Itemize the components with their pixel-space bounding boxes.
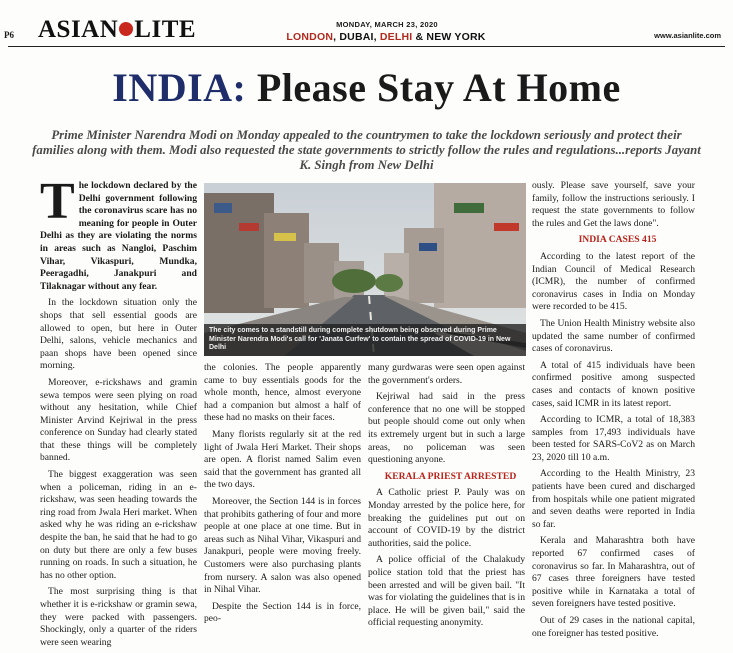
paragraph: According to ICMR, a total of 18,383 samples from 17,493 individuals have been tested for SARS-CoV2 as on March 23, 2020 till 10 a.m. [532,414,695,463]
paragraph: Kejriwal had said in the press conference that no one will be stopped but people should come out only when its extremely urgent but in such a large areas, no policeman was seen questioning anyone. [368,391,525,466]
column-1 [40,173,197,653]
article-photo [204,183,526,356]
paragraph: The biggest exaggeration was seen when a policeman, riding in an e-rickshaw, was seen heading towards the ring road from Jwala Heri market. When asked why he was riding an e-rickshaw despite the ban, he said that he had to go on duty but there are only a few buses running on roads. In such a situation, he has no other option. [40,469,197,581]
city-london: LONDON [286,31,334,43]
masthead-left: ASIAN [38,16,119,43]
paragraph: According to the Health Ministry, 23 patients have been cured and discharged from hospitals while one patient migrated and seven deaths were reported in India so far. [532,468,695,530]
column-3 [368,362,525,634]
headline-accent: INDIA: [112,65,247,110]
city-delhi: DELHI [379,31,413,43]
subheading-india-cases: INDIA CASES 415 [578,234,657,246]
paragraph: The Union Health Ministry website also updated the same number of confirmed cases of coronavirus. [532,317,695,355]
paragraph: Despite the Section 144 is in force, peo- [204,600,361,625]
page-number: P6 [4,30,14,40]
paragraph: the colonies. The people apparently came to buy essentials goods for the whole month, hence, almost everyone had a companion but almost a half of these had no masks on their faces. [204,362,361,424]
column-2 [204,362,361,630]
headline-rest: Please Stay At Home [246,65,621,110]
paragraph: Out of 29 cases in the national capital, one foreigner has tested positive. [532,615,695,639]
website-url[interactable]: www.asianlite.com [654,31,721,40]
subheading-kerala: KERALA PRIEST ARRESTED [384,470,517,482]
paragraph: The most surprising thing is that whether it is e-rickshaw or gramin sewa, they were packed with passengers. Shockingly, only a quarter of the riders were seen wearing [40,586,197,648]
paragraph: Many florists regularly sit at the red light of Jwala Heri Market. Their shops are open. A florist named Salim even said that the government has granted all the two days. [204,428,361,491]
masthead-right: LITE [134,16,197,43]
drop-cap: T [40,173,75,230]
city-dubai: DUBAI [339,31,374,43]
paragraph: A Catholic priest P. Pauly was on Monday arrested by the police here, for breaking the guidelines put out on account of COVID-19 by the district authorities, said the police. [368,487,525,549]
standfirst: Prime Minister Narendra Modi on Monday appealed to the countrymen to take the lockdown seriously and protect their families along with them. Modi also requested the state governments to strictly follow the rules and regulations...reports Jayant K. Singh from New Delhi [32,128,701,172]
paragraph: many gurdwaras were seen open against the government's orders. [368,362,525,386]
column-4 [532,180,695,644]
photo-caption: The city comes to a standstill during complete shutdown being observed during Prime Minister Narendra Modi's call for 'Janata Curfew' to contain the spread of COVID-19 in New Delhi [204,324,526,356]
issue-date: MONDAY, MARCH 23, 2020 [336,20,438,29]
masthead-logo [38,16,196,44]
edition-cities: LONDON, DUBAI, DELHI & NEW YORK [286,31,486,43]
lead-paragraph: The lockdown declared by the Delhi government following the coronavirus scare has no meaning for people in Outer Delhi as they are violating the norms in areas such as Nangloi, Paschim Vihar, Vikaspuri, Mundka, Peeragadhi, Janakpuri and Tilaknagar without any fear. [40,173,197,292]
paragraph: According to the latest report of the Indian Council of Medical Research (ICMR), the number of confirmed coronavirus cases in India on Monday were recorded to be 415. [532,250,695,313]
city-new-york: NEW YORK [426,31,486,43]
paragraph: Kerala and Maharashtra both have reported 67 confirmed cases of coronavirus so far. In Maharashtra, out of 67 cases three foreigners have tested positive while in Karnataka a total of seven foreigners have tested positive. [532,535,695,610]
paragraph: Moreover, the Section 144 is in forces that prohibits gathering of four and more people at one place at one time. But in areas such as Nihal Vihar, Vikaspuri and Janakpuri, people were moving freely. Customers were also purchasing plants from nursery. A salon was also opened in Nihal Vihar. [204,495,361,596]
headline [0,64,733,111]
paragraph: Moreover, e-rickshaws and gramin sewa tempos were seen plying on road without any hesitation, while Chief Minister Arvind Kejriwal in the press conference on Sunday had clearly stated that these things will be completely banned. [40,376,197,464]
header-divider [8,46,725,47]
paragraph: In the lockdown situation only the shops that sell essential goods are allowed to open, but here in Outer Delhi, salons, vehicle mechanics and paan shops have been opened since morning. [40,297,197,372]
paragraph: A total of 415 individuals have been confirmed positive among suspected cases and contacts of known positive cases, said ICMR in its latest report. [532,359,695,409]
page-header [0,0,733,48]
paragraph: A police official of the Chalakudy police station told that the priest has been arrested and will be given bail. "It was for violating the guidelines that is in place. He will be given bail," said the official requesting anonymity. [368,554,525,629]
logo-dot-icon [119,22,133,36]
paragraph: ously. Please save yourself, save your family, follow the instructions seriously. I request the state governments to follow the rules and Get the laws done". [532,180,695,229]
